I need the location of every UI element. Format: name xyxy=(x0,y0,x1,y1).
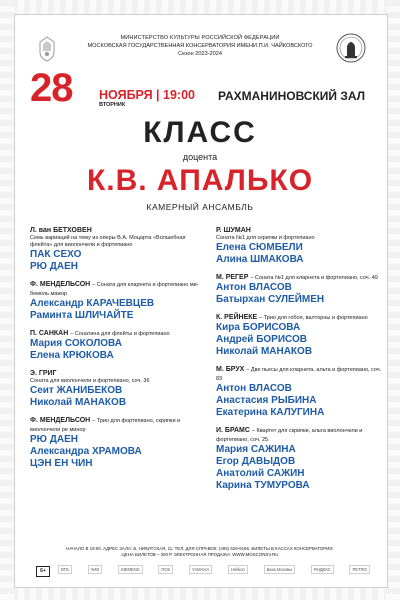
program-item xyxy=(216,226,386,266)
composer-name: М. РЕГЕР xyxy=(216,274,249,281)
performer: Раминта ШЛИЧАЙТЕ xyxy=(30,310,134,321)
event-weekday: ВТОРНИК xyxy=(99,102,126,108)
composer: Р. ШУМАН xyxy=(216,227,251,234)
composer: Э. ГРИГ xyxy=(30,370,57,377)
border-ornament-right xyxy=(386,0,400,600)
footer-address: НАЧАЛО В 19:00. АДРЕС ЗАЛА: Б. НИКИТСКАЯ, 11. ТЕЛ. ДЛЯ СПРАВОК: (495) 629-9166. БИЛЕТЫ В КАССАХ КОНСЕРВАТОРИИ. xyxy=(66,546,334,551)
conservatory-line: МОСКОВСКАЯ ГОСУДАРСТВЕННАЯ КОНСЕРВАТОРИЯ ИМЕНИ П.И. ЧАЙКОВСКОГО xyxy=(87,43,313,49)
work-title: – Квартет для скрипки, альта виолончели и фортепиано, соч. 25 xyxy=(216,428,363,443)
performer: ПАК СЕХО xyxy=(30,249,82,260)
work-title: – Сонатина для флейты и фортепиано xyxy=(70,331,170,337)
composer-name: И. БРАМС xyxy=(216,427,250,434)
program-subtitle: КАМЕРНЫЙ АНСАМБЛЬ xyxy=(146,202,254,212)
ministry-emblem-icon xyxy=(34,34,60,64)
age-rating-badge: 6+ xyxy=(36,566,50,577)
border-ornament-left xyxy=(0,0,14,600)
footer-info xyxy=(30,546,370,558)
performer: Анастасия РЫБИНА xyxy=(216,395,317,406)
work-title: – Соната №1 для кларнета и фортепиано, соч. 49 xyxy=(250,275,378,281)
footer-price: ЦЕНА БИЛЕТОВ – 300 Р. ЭЛЕКТРОННАЯ ПРОДАЖА: WWW.MOSCONSV.RU xyxy=(121,552,279,557)
composer xyxy=(30,329,200,338)
program-item xyxy=(216,313,386,358)
performer: Екатерина КАЛУГИНА xyxy=(216,407,325,418)
program-item xyxy=(30,280,200,322)
work-title: Соната №1 для скрипки и фортепиано xyxy=(216,235,315,241)
composer-name: П. САНКАН xyxy=(30,330,69,337)
performer: Николай МАНАКОВ xyxy=(216,346,313,357)
performer: Мария СОКОЛОВА xyxy=(30,338,123,349)
performer: Егор ДАВЫДОВ xyxy=(216,456,296,467)
partner-logo: Банк Москвы xyxy=(264,565,295,574)
title-docent: доцента xyxy=(182,152,218,162)
performer: Анатолий САЖИН xyxy=(216,468,305,479)
performer: Александра ХРАМОВА xyxy=(30,446,142,457)
performer: Антон ВЛАСОВ xyxy=(216,383,292,394)
partner-logos xyxy=(58,562,370,576)
program-column-left xyxy=(30,226,200,477)
performer: РЮ ДАЕН xyxy=(30,434,78,445)
performer: ЦЭН ЕН ЧИН xyxy=(30,458,93,469)
composer xyxy=(216,313,386,322)
teacher-name: К.В. АПАЛЬКО xyxy=(86,164,314,197)
composer: Л. ван БЕТХОВЕН xyxy=(30,227,92,234)
event-hall: РАХМАНИНОВСКИЙ ЗАЛ xyxy=(218,89,366,103)
performer: Батырхан СУЛЕЙМЕН xyxy=(216,294,325,305)
program-item xyxy=(30,226,200,273)
composer xyxy=(30,280,200,298)
composer-name: Ф. МЕНДЕЛЬСОН xyxy=(30,281,91,288)
performer: Карина ТУМУРОВА xyxy=(216,480,310,491)
partner-logo: PETRO xyxy=(349,565,369,574)
performer: Алина ШМАКОВА xyxy=(216,254,304,265)
work-title: – Две пьесы для кларнета, альта и фортепиано, соч. 83 xyxy=(216,367,382,382)
border-ornament-top xyxy=(0,0,400,14)
work-title: – Соната для кларнета и фортепиано ми-бемоль мажор xyxy=(30,282,199,297)
partner-logo: ЧИВ xyxy=(88,565,103,574)
composer xyxy=(216,365,386,383)
performer: Андрей БОРИСОВ xyxy=(216,334,308,345)
season-line: Сезон 2023-2024 xyxy=(177,51,223,57)
work-title: Семь вариаций на тему из оперы В.А. Моцарта «Волшебная флейта» для виолончели и фортепиано xyxy=(30,235,186,248)
ministry-line: МИНИСТЕРСТВО КУЛЬТУРЫ РОССИЙСКОЙ ФЕДЕРАЦИИ xyxy=(120,35,280,41)
event-day: 28 xyxy=(30,66,73,110)
partner-logo: Helikon xyxy=(228,565,248,574)
performer: Кира БОРИСОВА xyxy=(216,322,301,333)
performer: РЮ ДАЕН xyxy=(30,261,78,272)
performer: Александр КАРАЧЕВЦЕВ xyxy=(30,298,155,309)
performer: Сеит ЖАНИБЕКОВ xyxy=(30,385,123,396)
composer-name: Ф. МЕНДЕЛЬСОН xyxy=(30,417,91,424)
event-month-time: НОЯБРЯ | 19:00 xyxy=(99,88,195,102)
title-klass: КЛАСС xyxy=(143,116,257,149)
performer: Елена СЮМБЕЛИ xyxy=(216,242,303,253)
program-item xyxy=(30,369,200,409)
program-item xyxy=(216,273,386,306)
program-item xyxy=(216,365,386,419)
partner-logo: ЯНДЕКС xyxy=(311,565,334,574)
header xyxy=(60,34,340,58)
composer xyxy=(216,273,386,282)
performer: Елена КРЮКОВА xyxy=(30,350,114,361)
partner-logo: SIEMENS xyxy=(118,565,143,574)
border-ornament-bottom xyxy=(0,586,400,600)
partner-logo: YAMAHA xyxy=(189,565,212,574)
work-title: Соната для виолончели и фортепиано, соч. 36 xyxy=(30,378,150,384)
program-item xyxy=(216,426,386,492)
program-column-right xyxy=(216,226,386,499)
work-title: – Трио для гобоя, валторны и фортепиано xyxy=(259,315,368,321)
partner-logo: ПСБ xyxy=(158,565,173,574)
performer: Антон ВЛАСОВ xyxy=(216,282,292,293)
performer: Николай МАНАКОВ xyxy=(30,397,127,408)
composer-name: К. РЕЙНЕКЕ xyxy=(216,314,258,321)
composer-name: М. БРУХ xyxy=(216,366,245,373)
partner-logo: ВТБ xyxy=(58,565,72,574)
program-item xyxy=(30,416,200,470)
program-item xyxy=(30,329,200,362)
composer xyxy=(216,426,386,444)
work-title: – Трио для фортепиано, скрипки и виолончели ре минор xyxy=(30,418,181,433)
performer: Мария САЖИНА xyxy=(216,444,296,455)
composer xyxy=(30,416,200,434)
